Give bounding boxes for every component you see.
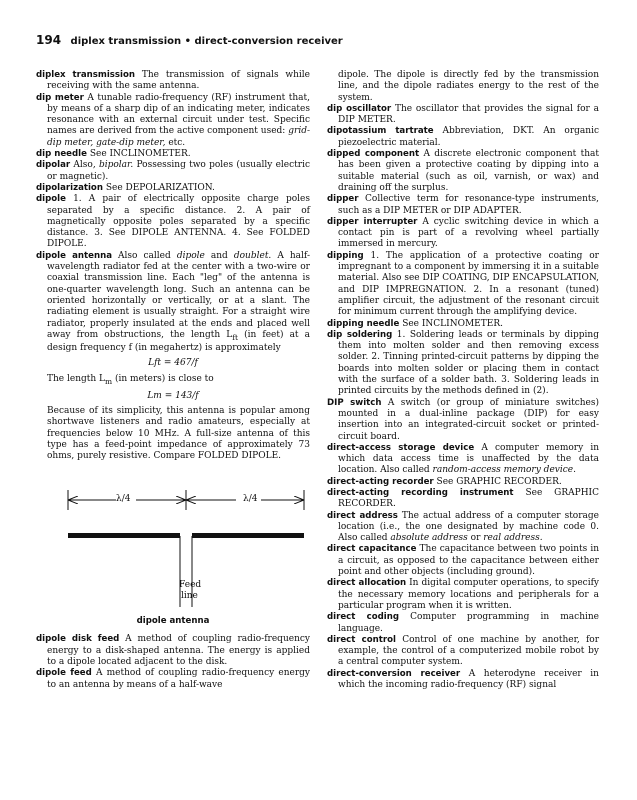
headword: dip soldering [327, 329, 393, 340]
intro-text: The length L [47, 373, 105, 384]
headword: dip oscillator [327, 103, 392, 114]
entry-direct-access-storage-device [327, 443, 599, 477]
definition: Also called [118, 250, 177, 261]
entry-continuation: dipole. The dipole is directly fed by the transmission line, and the dipole radiates energy to the rest of the system. [338, 70, 599, 103]
definition: 1. A pair of electrically opposite charge poles separated by a specific distance. 2. A pair of magnetically opposite poles separated by a specific distance. 3. See DIPOLE ANTENNA. 4. See FOLDED DIPOLE. [47, 194, 310, 250]
definition: 1. Soldering leads or terminals by dipping them into molten solder and then removing excess solder. 2. Tinning printed-circuit patterns by dipping the boards into molten solder or placing them in contact with the surface of a solder bath. 3. Soldering leads in printed circuits by the methods defined in (2). [338, 329, 599, 397]
definition-italic: bipolar. [98, 160, 134, 171]
definition: In digital computer operations, to specify the necessary memory locations and peripherals for a particular program when it is written. [338, 578, 599, 611]
definition: Abbreviation, DKT. An organic piezoelectric material. [338, 126, 599, 148]
headword: dipping [327, 250, 364, 261]
definition: Collective term for resonance-type instruments, such as a DIP METER or DIP ADAPTER. [338, 194, 599, 216]
entry-dip-soldering [327, 330, 599, 398]
headword: direct-access storage device [327, 442, 475, 453]
headword: dipole feed [36, 668, 92, 679]
quarter-wave-label-left: λ/4 [116, 494, 131, 505]
definition: etc. [165, 137, 186, 148]
entry-dipole-feed [36, 668, 310, 691]
intro-text: (in meters) is close to [112, 373, 214, 384]
subscript: ft [232, 332, 238, 342]
headword: dipole disk feed [36, 634, 120, 645]
headword: diplex transmission [36, 70, 136, 80]
entry-dip-needle [36, 149, 310, 160]
dipole-antenna-figure [36, 470, 310, 630]
headword: direct capacitance [327, 544, 417, 555]
headword: direct-acting recorder [327, 476, 434, 487]
definition: A heterodyne receiver in which the incoming radio-frequency (RF) signal [338, 668, 599, 691]
paragraph-simplicity: Because of its simplicity, this antenna is popular among shortwave listeners and radio amateurs, especially at frequencies below 10 MHz. A full-size antenna of this type has a feed-point impedance of approximately 73 ohms, purely resistive. Compare FOLDED DIPOLE. [47, 405, 310, 462]
formula-meters: Lm = 143/f [147, 390, 199, 401]
entry-direct-conversion-receiver [327, 669, 599, 692]
definition: The transmission of signals while receiving with the same antenna. [47, 70, 310, 92]
definition: (in feet) at a design frequency f (in megahertz) is approximately [47, 329, 311, 353]
dipole-diagram [36, 470, 310, 630]
definition-italic: doublet. [233, 250, 272, 261]
quarter-wave-label-right: λ/4 [243, 494, 258, 505]
definition: and [204, 250, 234, 261]
formula-feet: Lft = 467/f [148, 358, 198, 369]
right-column [327, 70, 599, 691]
definition: A computer memory in which data access time is unaffected by the data location. Also called [338, 442, 599, 476]
definition: The capacitance between two points in a circuit, as opposed to the capacitance between either point and other objects (including ground). [338, 544, 599, 578]
definition: See INCLINOMETER. [402, 318, 503, 329]
formula-intro [36, 374, 310, 387]
definition: A method of coupling radio-frequency energy to an antenna by means of a half-wave [47, 668, 310, 690]
headword: dipper interrupter [327, 216, 418, 227]
entry-dipped-component [327, 149, 599, 194]
definition-italic: real address. [483, 533, 543, 544]
entry-dipper [327, 194, 599, 217]
definition: Control of one machine by another, for example, the control of a computerized mobile robot by a central computer system. [338, 634, 599, 668]
entry-dipotassium-tartrate [327, 126, 599, 149]
headword: direct-acting recording instrument [327, 487, 514, 498]
headword: dipolar [36, 160, 71, 171]
entry-dipper-interrupter [327, 217, 599, 251]
definition: Also, [73, 160, 99, 171]
definition: 1. The application of a protective coating or impregnant to a component by immersing it in a suitable material. Also see DIP COATING, DIP ENCAPSULATION, and DIP IMPREGNATION. 2. In a resonant (tuned) amplifier circuit, the adjustment of the resonant circuit for minimum current through the amplifying device. [338, 250, 599, 318]
figure-caption: dipole antenna [136, 616, 210, 627]
feed-label-line1: Feed [179, 580, 202, 591]
definition-italic: dipole [176, 250, 205, 261]
entry-dipolarization [36, 183, 310, 194]
definition: Possessing two poles (usually electric or magnetic). [47, 160, 310, 182]
feed-label-line2: line [181, 591, 198, 602]
dipole-leg-right [192, 533, 304, 538]
entry-dipole [36, 194, 310, 250]
entry-dipole-antenna [36, 251, 310, 354]
headword: dipping needle [327, 318, 400, 329]
definition: A discrete electronic component that has been given a protective coating by dipping into a suitable material (such as oil, varnish, or wax) and draining off the surplus. [338, 149, 599, 193]
definition: A method of coupling radio-frequency energy to a disk-shaped antenna. The energy is applied to a dipole located adjacent to the disk. [47, 634, 310, 667]
entry-direct-control [327, 635, 599, 669]
definition: See DEPOLARIZATION. [105, 182, 215, 193]
headword: dipper [327, 194, 359, 205]
headword: dipole antenna [36, 250, 112, 261]
entry-direct-allocation [327, 578, 599, 612]
entry-dipolar [36, 160, 310, 183]
definition: A switch (or group of miniature switches) mounted in a dual-inline package (DIP) for easy insertion into an integrated-circuit socket or printed-circuit board. [338, 397, 599, 442]
headword: dip meter [36, 92, 84, 103]
entry-direct-address [327, 511, 599, 545]
definition: See INCLINOMETER. [89, 149, 191, 160]
definition: See GRAPHIC RECORDER. [436, 476, 562, 487]
dipole-leg-left [68, 533, 180, 538]
headword: direct control [327, 634, 396, 645]
entry-dip-switch [327, 398, 599, 443]
definition: A tunable radio-frequency (RF) instrument that, by means of a sharp dip of an indicating meter, indicates resonance with an external circuit under test. Specific names are derived from the active component used: [47, 92, 310, 137]
entry-dip-oscillator [327, 104, 599, 127]
headword: dipolarization [36, 182, 103, 193]
entry-diplex-transmission [36, 70, 310, 93]
running-header [36, 33, 596, 47]
headword: dipole [36, 194, 66, 205]
headword: direct coding [327, 612, 399, 623]
entry-direct-acting-recording-instrument [327, 488, 599, 511]
entry-dipping-needle [327, 319, 599, 330]
entry-direct-capacitance [327, 544, 599, 578]
page-number: 194 [36, 33, 62, 47]
entry-dipping [327, 251, 599, 319]
definition: See GRAPHIC RECORDER. [338, 487, 599, 510]
entry-dipole-disk-feed [36, 634, 310, 668]
subscript: m [105, 376, 113, 386]
headword: dipped component [327, 149, 420, 160]
definition: A cyclic switching device in which a contact pin is part of a revolving wheel partially immersed in mercury. [338, 216, 599, 250]
headword: DIP switch [327, 397, 382, 408]
definition: Computer programming in machine language. [338, 612, 599, 634]
entry-direct-coding [327, 612, 599, 635]
headword: dipotassium tartrate [327, 126, 434, 137]
definition-italic: absolute address [390, 533, 468, 544]
left-column [36, 70, 310, 691]
definition: A half-wavelength radiator fed at the center with a two-wire or coaxial transmission line. Each "leg" of the antenna is one-quarter wavelength long. Such an antenna can be oriented horizontally or vertically, or at a slant. The radiating element is usually straight. For a straight wire radiator, properly insulated at the ends and placed well away from obstructions, the length L [47, 250, 310, 340]
running-title: diplex transmission • direct-conversion receiver [70, 36, 343, 47]
headword: dip needle [36, 149, 87, 160]
definition-italic: grid-dip meter, gate-dip meter, [47, 126, 310, 148]
headword: direct address [327, 510, 398, 521]
entry-direct-acting-recorder [327, 477, 599, 488]
headword: direct-conversion receiver [327, 668, 461, 679]
entry-dip-meter [36, 93, 310, 149]
headword: direct allocation [327, 578, 407, 589]
definition: The oscillator that provides the signal for a DIP METER. [338, 103, 599, 126]
definition-italic: random-access memory device. [432, 465, 576, 476]
definition: The actual address of a computer storage location (i.e., the one designated by machine code 0. Also called [338, 510, 599, 544]
definition: or [467, 533, 484, 544]
